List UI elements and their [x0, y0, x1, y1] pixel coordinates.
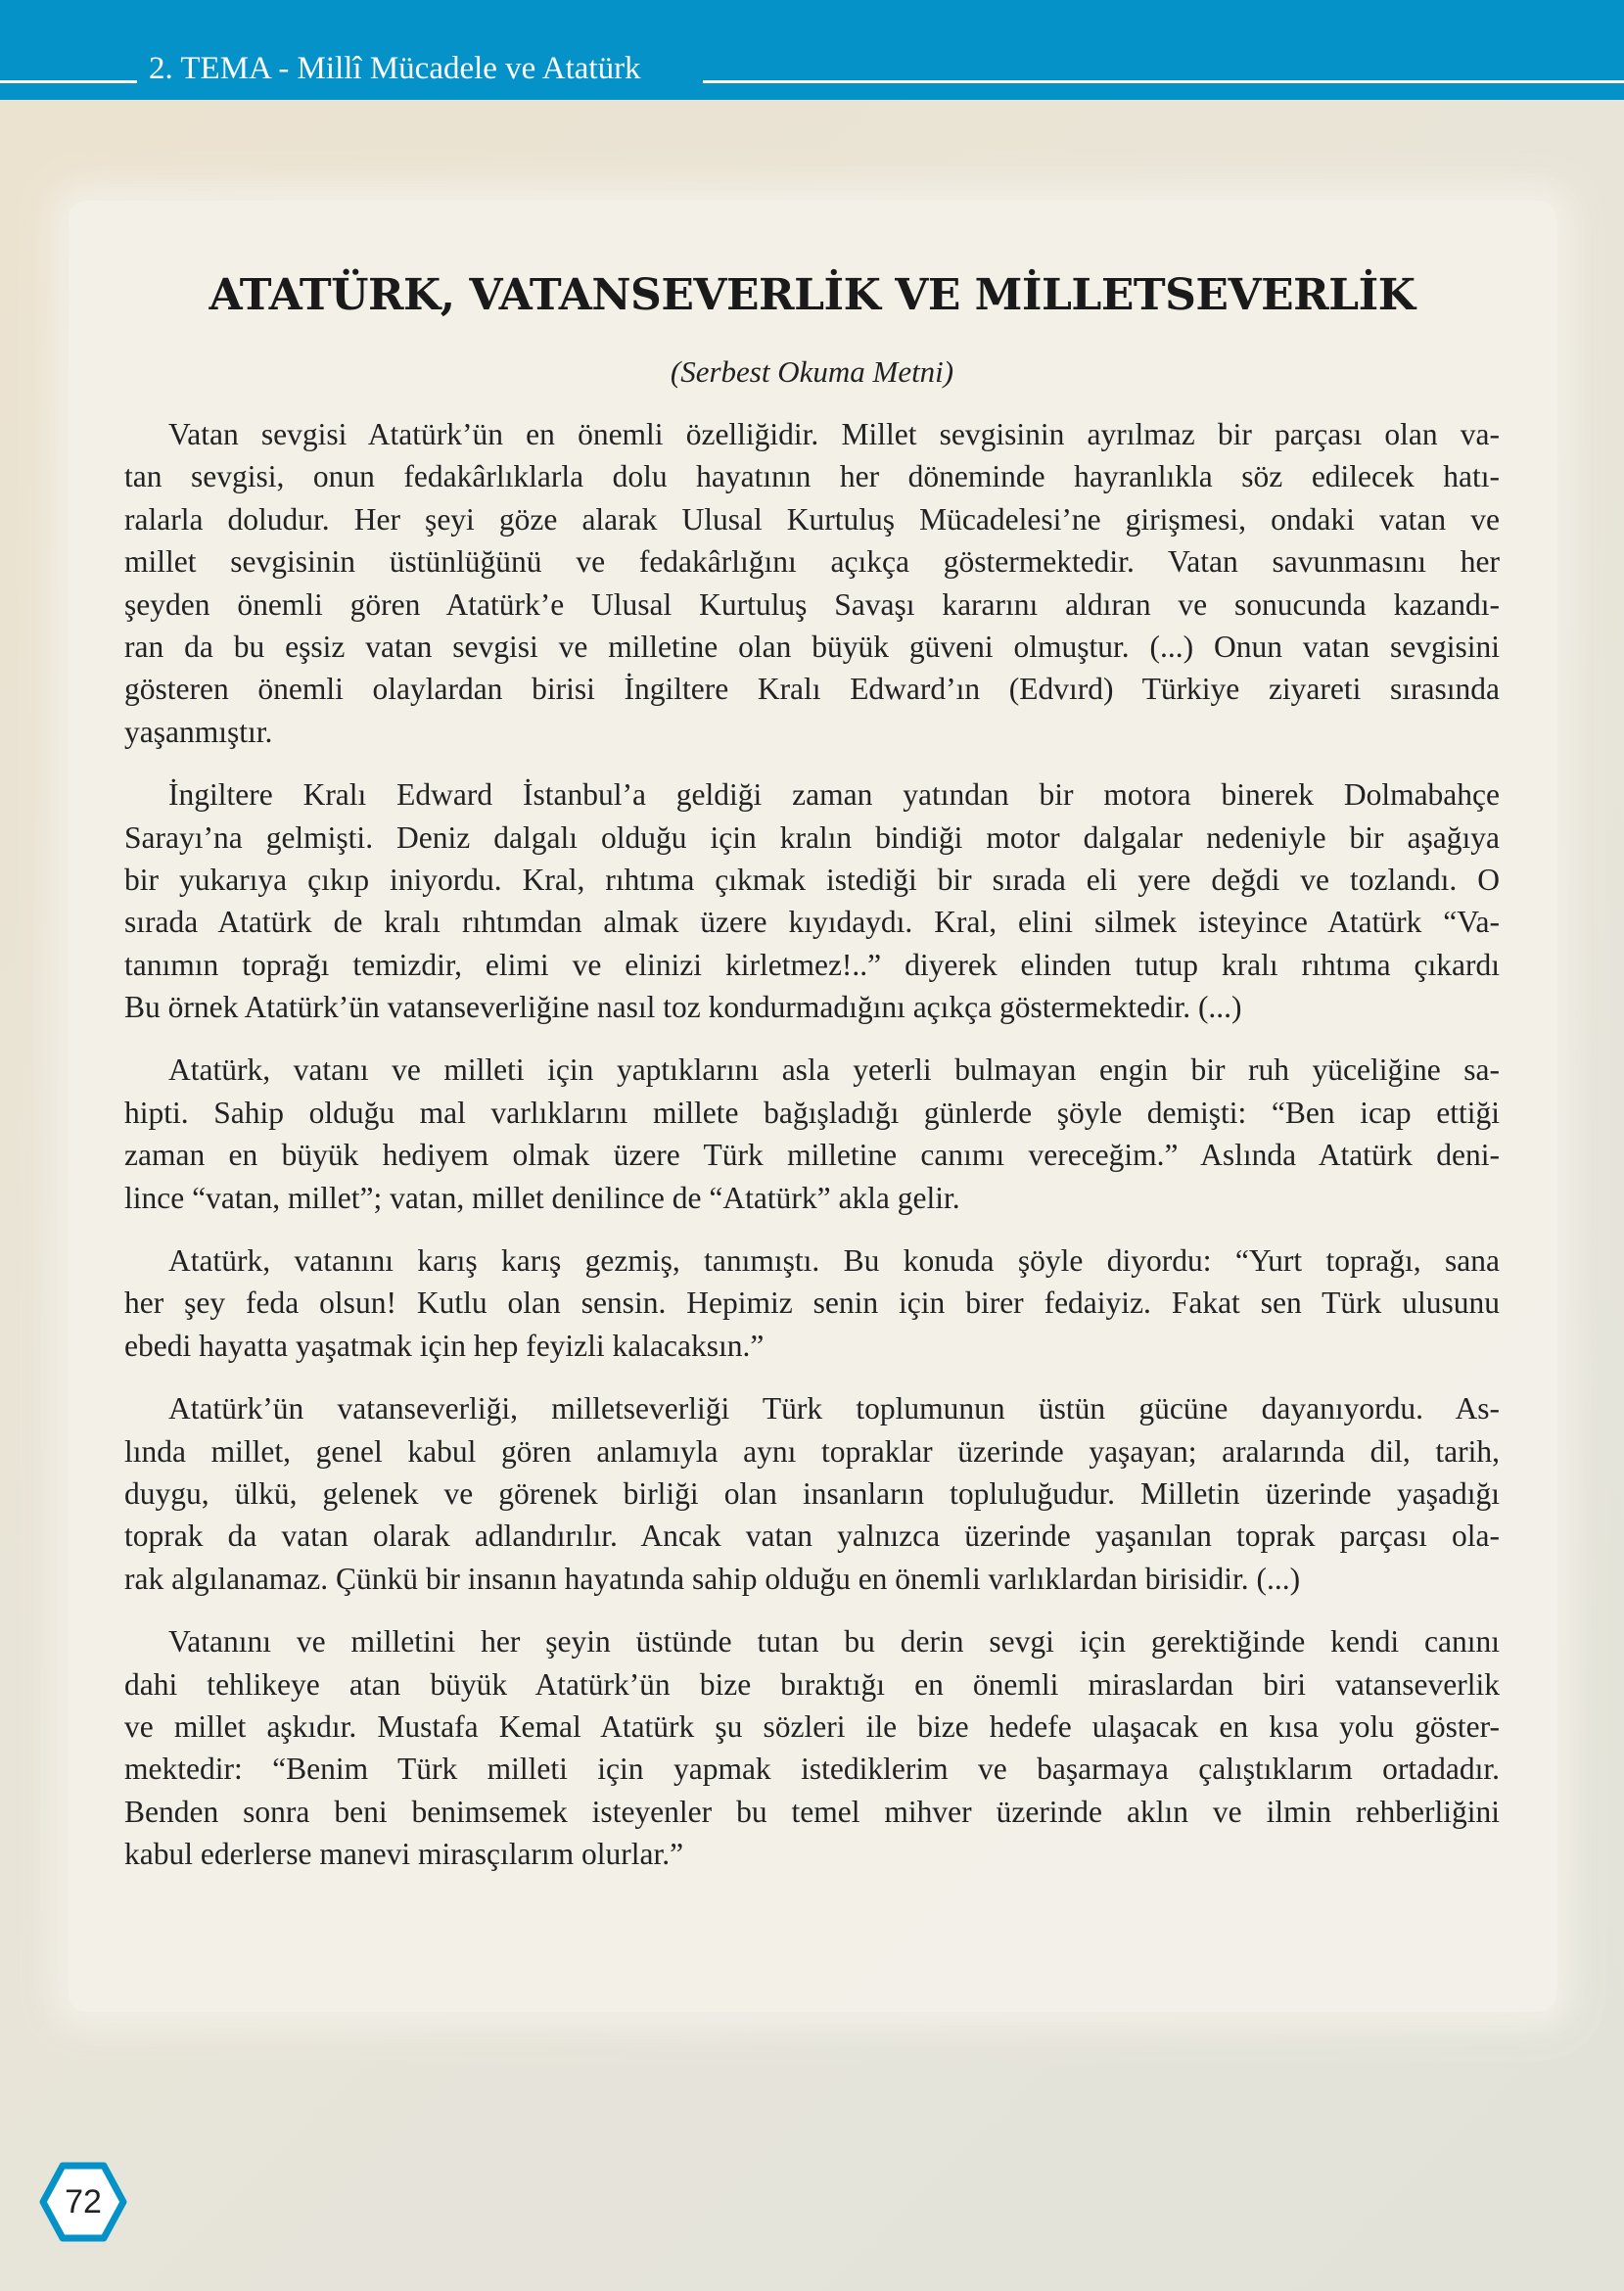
header-rule-right — [703, 80, 1624, 83]
paragraph — [124, 773, 1500, 1028]
subtitle: (Serbest Okuma Metni) — [670, 354, 954, 389]
text-line: Sarayı’na gelmişti. Deniz dalgalı olduğu için kralın bindiği motor dalgalar nedeniyle bir aşağıya — [124, 819, 1500, 855]
text-line: hipti. Sahip olduğu mal varlıklarını millete bağışladığı günlerde şöyle demişti: “Ben icap ettiği — [124, 1095, 1500, 1130]
text-line: sırada Atatürk de kralı rıhtımdan almak üzere kıyıdaydı. Kral, elini silmek isteyince Atatürk “Va- — [124, 905, 1500, 940]
text-line: lince “vatan, millet”; vatan, millet denilince de “Atatürk” akla gelir. — [124, 1180, 960, 1215]
text-line: Bu örnek Atatürk’ün vatanseverliğine nasıl toz kondurmadığını açıkça göstermektedir. (...) — [124, 990, 1242, 1025]
text-line: zaman en büyük hediyem olmak üzere Türk milletine canımı vereceğim.” Aslında Atatürk deni- — [124, 1138, 1500, 1173]
header-rule-left — [0, 80, 137, 83]
text-line: tan sevgisi, onun fedakârlıklarla dolu hayatının her döneminde hayranlıkla söz edilecek hatı- — [124, 459, 1500, 494]
text-line: ve millet aşkıdır. Mustafa Kemal Atatürk şu sözleri ile bize hedefe ulaşacak en kısa yolu göster- — [124, 1708, 1500, 1744]
chapter-title: 2. TEMA - Millî Mücadele ve Atatürk — [149, 51, 641, 86]
page-title: ATATÜRK, VATANSEVERLİK VE MİLLETSEVERLİK — [209, 270, 1415, 320]
text-line: Vatan sevgisi Atatürk’ün en önemli özelliğidir. Millet sevgisinin ayrılmaz bir parçası olan va- — [168, 417, 1500, 451]
paragraph — [124, 1387, 1500, 1600]
text-line: lında millet, genel kabul gören anlamıyla aynı topraklar üzerinde yaşayan; aralarında dil, tarih, — [124, 1433, 1500, 1469]
text-line: gösteren önemli olaylardan birisi İngiltere Kralı Edward’ın (Edvırd) Türkiye ziyareti sırasında — [124, 672, 1500, 707]
page-number: 72 — [65, 2183, 102, 2221]
text-line: her şey feda olsun! Kutlu olan sensin. Hepimiz senin için birer fedaiyiz. Fakat sen Türk ulusunu — [124, 1286, 1500, 1321]
text-line: Atatürk’ün vatanseverliği, milletseverliği Türk toplumunun üstün gücüne dayanıyordu. As- — [168, 1391, 1500, 1426]
text-line: kabul ederlerse manevi mirasçılarım olurlar.” — [124, 1837, 684, 1872]
text-line: ran da bu eşsiz vatan sevgisi ve milletine olan büyük güveni olmuştur. (...) Onun vatan sevgisini — [124, 629, 1500, 664]
text-line: bir yukarıya çıkıp iniyordu. Kral, rıhtıma çıkmak istediği bir sırada eli yere değdi ve tozlandı. O — [124, 862, 1500, 897]
text-line: İngiltere Kralı Edward İstanbul’a geldiği zaman yatından bir motora binerek Dolmabahçe — [168, 777, 1500, 813]
paragraph — [124, 1620, 1500, 1875]
text-line: toprak da vatan olarak adlandırılır. Ancak vatan yalnızca üzerinde yaşanılan toprak parçası ola- — [124, 1519, 1500, 1554]
paragraph — [124, 1049, 1500, 1219]
text-line: yaşanmıştır. — [124, 714, 273, 749]
text-line: rak algılanamaz. Çünkü bir insanın hayatında sahip olduğu en önemli varlıklardan birisidir. (...) — [124, 1561, 1301, 1596]
text-line: duygu, ülkü, gelenek ve görenek birliği olan insanların topluluğudur. Milletin üzerinde yaşadığı — [124, 1475, 1500, 1511]
paragraph — [124, 413, 1500, 753]
article-body — [124, 413, 1500, 1896]
text-line: Benden sonra beni benimsemek isteyenler bu temel mihver üzerinde aklın ve ilmin rehberliğini — [124, 1794, 1500, 1829]
text-line: Atatürk, vatanı ve milleti için yaptıklarını asla yeterli bulmayan engin bir ruh yüceliğine sa- — [168, 1052, 1500, 1088]
text-line: tanımın toprağı temizdir, elimi ve elinizi kirletmez!..” diyerek elinden tutup kralı rıhtıma çıkardı — [124, 947, 1500, 982]
text-line: ralarla doludur. Her şeyi göze alarak Ulusal Kurtuluş Mücadelesi’ne girişmesi, ondaki vatan ve — [124, 501, 1500, 537]
text-line: şeyden önemli gören Atatürk’e Ulusal Kurtuluş Savaşı kararını aldıran ve sonucunda kazandı- — [124, 586, 1500, 622]
text-line: Vatanını ve milletini her şeyin üstünde tutan bu derin sevgi için gerektiğinde kendi canını — [168, 1624, 1500, 1660]
text-line: Atatürk, vatanını karış karış gezmiş, tanımıştı. Bu konuda şöyle diyordu: “Yurt toprağı, sana — [168, 1243, 1500, 1279]
paragraph — [124, 1239, 1500, 1367]
text-line: mektedir: “Benim Türk milleti için yapmak istediklerim ve başarmaya çalıştıklarım ortadadır. — [124, 1752, 1500, 1787]
text-line: millet sevgisinin üstünlüğünü ve fedakârlığını açıkça göstermektedir. Vatan savunmasını her — [124, 544, 1500, 580]
text-line: ebedi hayatta yaşatmak için hep feyizli kalacaksın.” — [124, 1328, 765, 1363]
text-line: dahi tehlikeye atan büyük Atatürk’ün bize bıraktığı en önemli miraslardan biri vatanseverlik — [124, 1666, 1500, 1702]
